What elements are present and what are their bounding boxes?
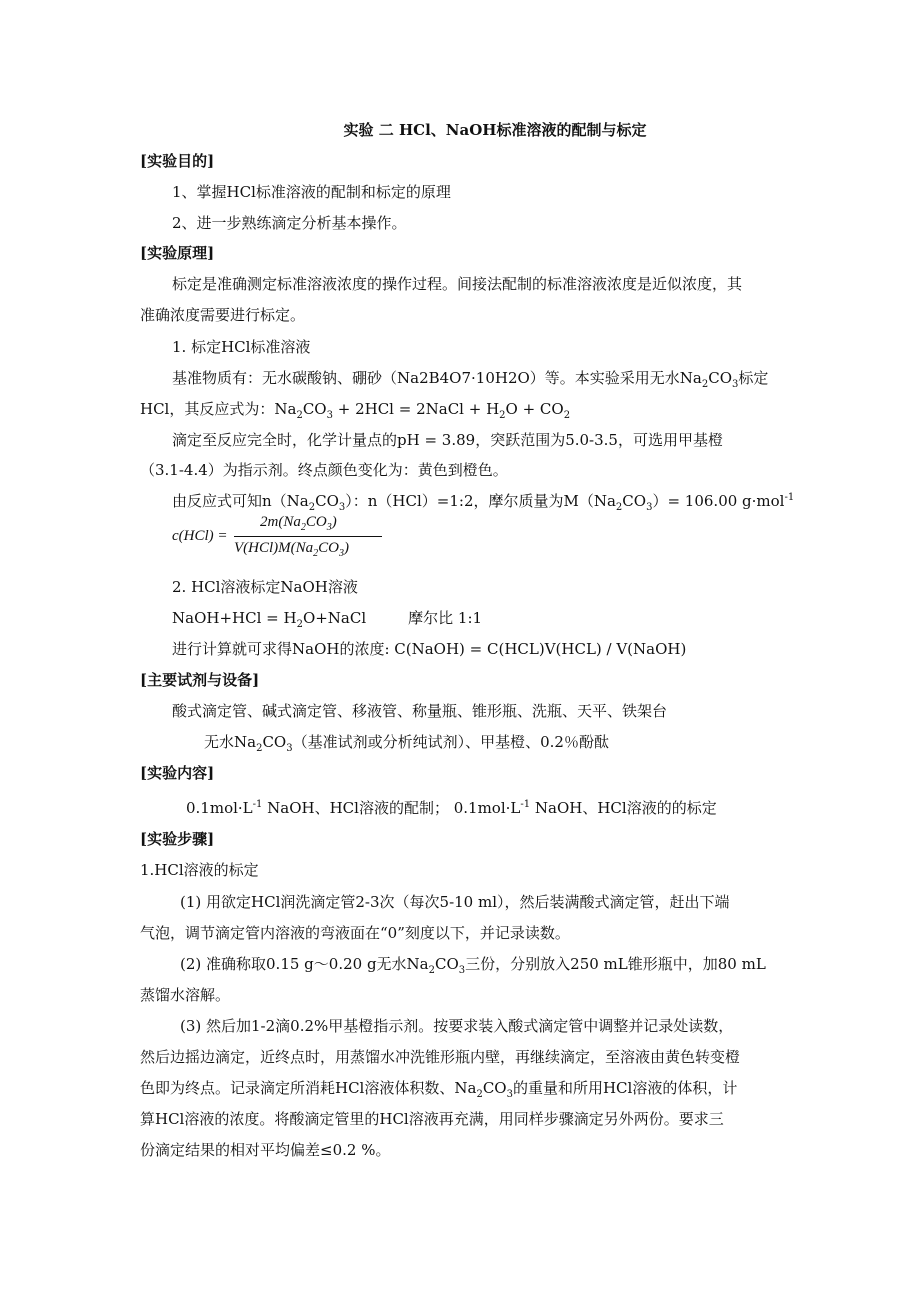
primary-standard-line: 基准物质有：无水碳酸钠、硼砂（Na2B4O7·10H2O）等。本实验采用无水$Na_2CO_3$标定 xyxy=(172,369,769,390)
step-2-cont: 蒸馏水溶解。 xyxy=(140,986,231,1004)
formula-denominator: $V(HCl)M(Na_2CO_3)$ xyxy=(234,540,349,559)
steps-subheading: 1.HCl溶液的标定 xyxy=(140,861,259,879)
step-3-cont: 色即为终点。记录滴定所消耗HCl溶液体积数、$Na_2CO_3$的重量和所用HCl溶液的体积，计 xyxy=(140,1079,738,1100)
formula-numerator: $2m(Na_2CO_3)$ xyxy=(260,514,337,533)
molar-ratio-line: 由反应式可知$n(Na_2CO_3)$：n（HCl）=1:2，摩尔质量为$M(Na_2CO_3)= 106.00$ g·mol$^{-1}$ xyxy=(172,492,795,513)
section-heading-reagents: [主要试剂与设备] xyxy=(140,671,260,689)
step-3-cont: 然后边摇边滴定，近终点时，用蒸馏水冲洗锥形瓶内壁，再继续滴定，至溶液由黄色转变橙 xyxy=(140,1048,741,1066)
content-line: $0.1mol\cdot L^{-1}$ NaOH、HCl溶液的配制； $0.1mol\cdot L^{-1}$ NaOH、HCl溶液的的标定 xyxy=(186,799,717,817)
step-3-cont: 算HCl溶液的浓度。将酸滴定管里的HCl溶液再充满，用同样步骤滴定另外两份。要求三 xyxy=(140,1110,724,1128)
purpose-item: 2、进一步熟练滴定分析基本操作。 xyxy=(172,214,407,232)
section-heading-purpose: [实验目的] xyxy=(140,152,215,170)
naoh-reaction-line: NaOH+HCl = $H_2O+NaCl$ 摩尔比 1:1 xyxy=(172,609,483,630)
page-title: 实验 二 HCl、NaOH标准溶液的配制与标定 xyxy=(343,121,647,139)
principle-paragraph: 准确浓度需要进行标定。 xyxy=(140,306,306,324)
section-heading-steps: [实验步骤] xyxy=(140,830,215,848)
reaction-equation: HCl，其反应式为：$Na_2CO_3 + 2HCl$ = 2NaCl + $H_2O + CO_2$ xyxy=(140,400,571,421)
step-3: (3) 然后加1-2滴0.2%甲基橙指示剂。按要求装入酸式滴定管中调整并记录处读数， xyxy=(180,1017,734,1035)
purpose-item: 1、掌握HCl标准溶液的配制和标定的原理 xyxy=(172,183,451,201)
equipment-list: 酸式滴定管、碱式滴定管、移液管、称量瓶、锥形瓶、洗瓶、天平、铁架台 xyxy=(172,702,668,720)
section-heading-content: [实验内容] xyxy=(140,764,215,782)
step-3-cont: 份滴定结果的相对平均偏差≤0.2 %。 xyxy=(140,1141,391,1159)
endpoint-paragraph: 滴定至反应完全时，化学计量点的pH = 3.89，突跃范围为5.0-3.5，可选用甲基橙 xyxy=(172,431,723,449)
subheading-hcl: 1. 标定HCl标准溶液 xyxy=(172,338,311,356)
principle-paragraph: 标定是准确测定标准溶液浓度的操作过程。间接法配制的标准溶液浓度是近似浓度，其 xyxy=(172,275,743,293)
step-1: (1) 用欲定HCl润洗滴定管2-3次（每次5-10 ml），然后装满酸式滴定管，赶出下端 xyxy=(180,893,730,911)
reagent-list: 无水$Na_2CO_3$（基准试剂或分析纯试剂）、甲基橙、0.2％酚酞 xyxy=(204,733,609,754)
naoh-calc-line: 进行计算就可求得NaOH的浓度: C(NaOH) = C(HCL)V(HCL) / V(NaOH) xyxy=(172,640,687,658)
formula-lhs: c(HCl) = xyxy=(172,528,228,544)
section-heading-principle: [实验原理] xyxy=(140,244,215,262)
fraction-bar xyxy=(234,536,382,537)
step-2: (2) 准确称取0.15 g～0.20 g无水$Na_2CO_3$三份，分别放入250 mL锥形瓶中，加80 mL xyxy=(180,955,766,976)
subheading-naoh: 2. HCl溶液标定NaOH溶液 xyxy=(172,578,358,596)
endpoint-paragraph: （3.1-4.4）为指示剂。终点颜色变化为：黄色到橙色。 xyxy=(140,461,508,479)
step-1-cont: 气泡，调节滴定管内溶液的弯液面在“0”刻度以下，并记录读数。 xyxy=(140,924,570,942)
